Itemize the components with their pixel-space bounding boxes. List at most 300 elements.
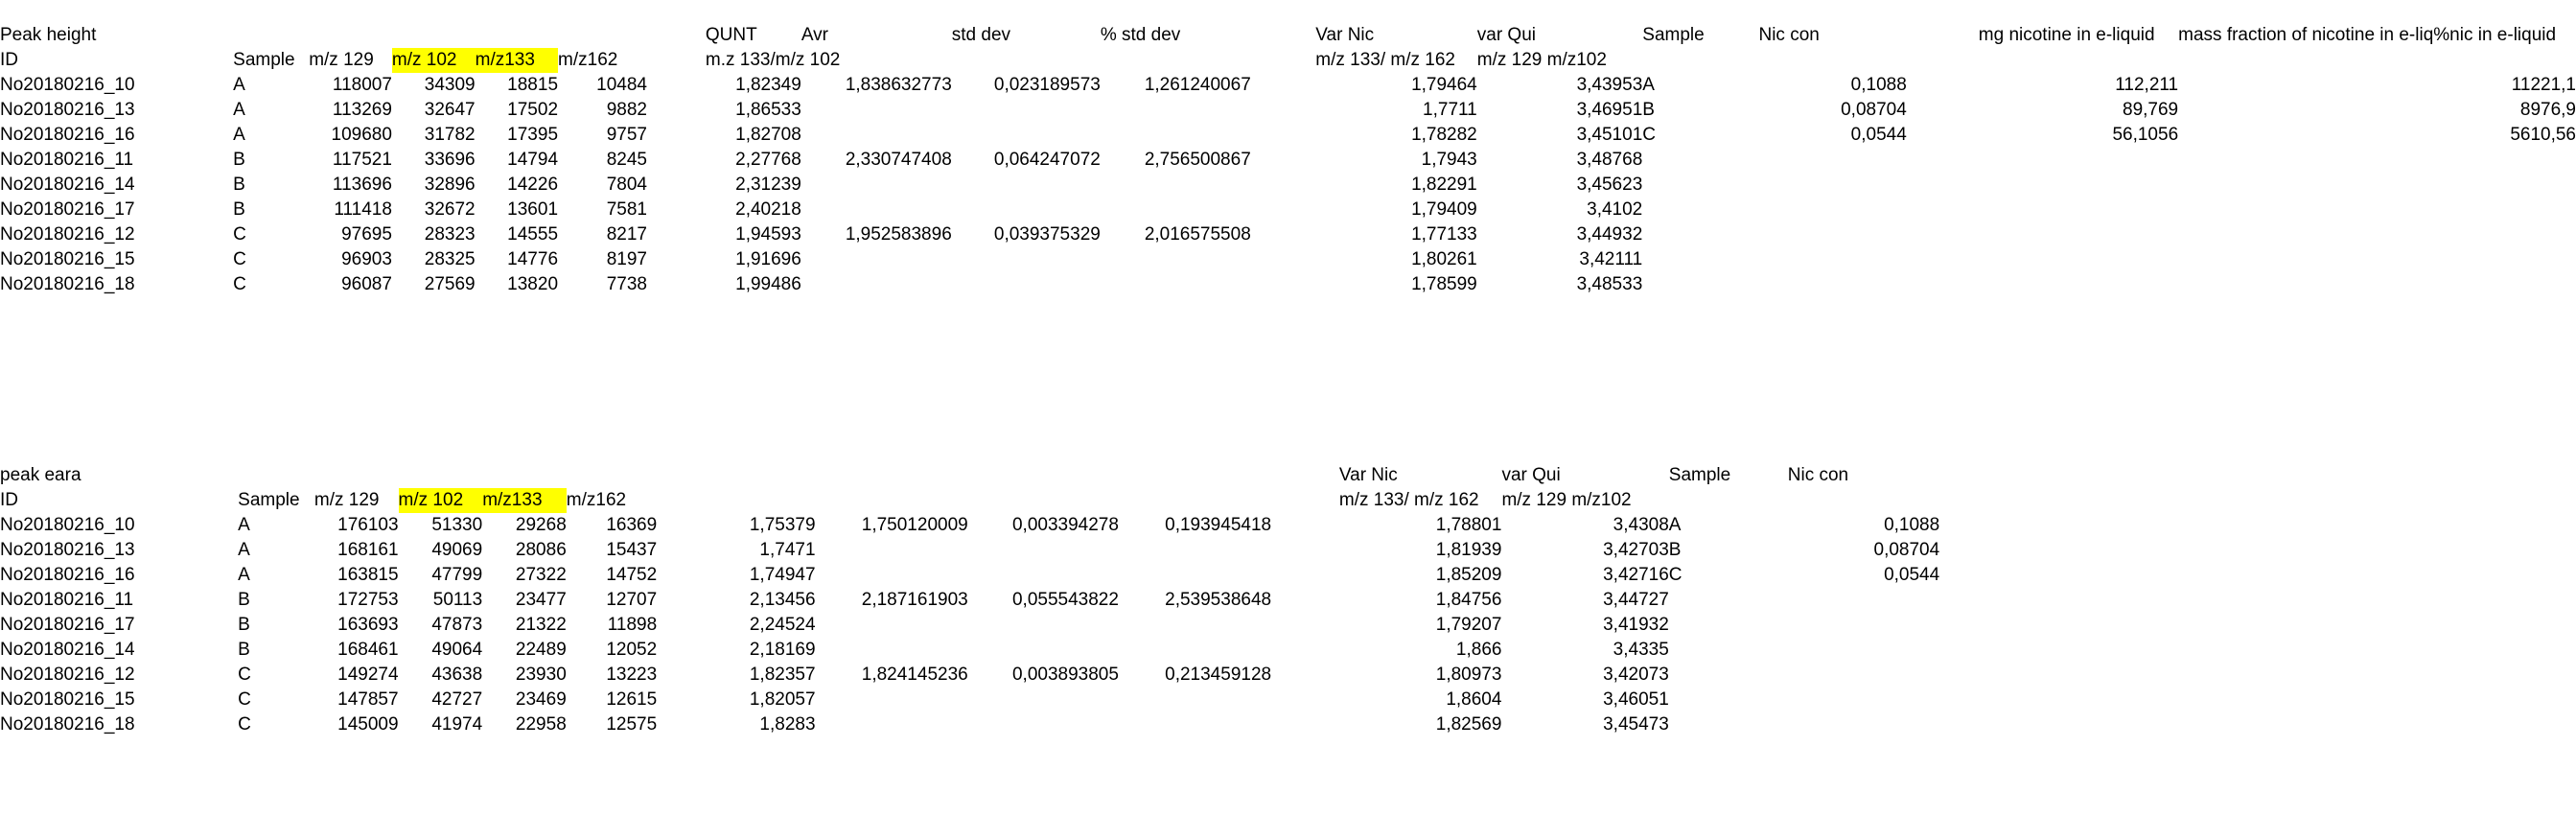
cell-avr <box>801 272 952 297</box>
cell-sample: B <box>233 175 245 195</box>
cell-sample: A <box>233 100 245 120</box>
cell-sample: A <box>238 540 250 560</box>
cell-mg-nicotine: 89,769 <box>2123 100 2179 120</box>
cell-pct-std-dev <box>1119 613 1271 638</box>
cell-var-qui: 3,45623 <box>1576 175 1643 195</box>
table-row <box>0 198 2576 222</box>
cell-mz133: 29268 <box>515 515 567 535</box>
header-qunt: QUNT <box>705 25 757 45</box>
header-mz102: m/z 102 <box>399 488 483 513</box>
cell-var-qui: 3,41932 <box>1603 615 1669 635</box>
cell-var-qui: 3,45101 <box>1576 125 1643 145</box>
cell-mz133: 14226 <box>507 175 559 195</box>
header-mg-nicotine: mg nicotine in e-liquid <box>1978 25 2155 45</box>
peak-area-table <box>0 463 2576 737</box>
header-var-qui-formula: m/z 129 m/z102 <box>1501 490 1632 510</box>
cell-qunt: 2,18169 <box>749 640 816 660</box>
cell-side-sample: A <box>1642 75 1655 95</box>
cell-qunt: 1,86533 <box>735 100 801 120</box>
peak-height-table <box>0 23 2576 297</box>
cell-pct-std-dev <box>1119 712 1271 737</box>
cell-mz129: 172753 <box>337 590 399 610</box>
cell-mz102: 28323 <box>424 224 476 245</box>
cell-sample: B <box>238 640 250 660</box>
cell-std-dev <box>952 123 1101 148</box>
cell-pct-std-dev <box>1101 272 1251 297</box>
cell-mz102: 51330 <box>431 515 483 535</box>
cell-mz102: 49069 <box>431 540 483 560</box>
cell-sample: C <box>238 714 251 735</box>
cell-qunt: 2,27768 <box>735 150 801 170</box>
cell-mz133: 23477 <box>515 590 567 610</box>
cell-mz129: 96087 <box>341 274 392 294</box>
header-mz162: m/z162 <box>566 490 627 510</box>
cell-id: No20180216_16 <box>0 125 135 145</box>
cell-mz102: 32896 <box>424 175 476 195</box>
header-var-nic-formula: m/z 133/ m/z 162 <box>1338 490 1479 510</box>
data-block-peak-height <box>0 23 2576 297</box>
table-row <box>0 513 2576 538</box>
table-header-top-row <box>0 23 2576 48</box>
header-std-dev: std dev <box>951 25 1011 45</box>
cell-id: No20180216_13 <box>0 540 135 560</box>
cell-mz162: 12575 <box>606 714 658 735</box>
cell-id: No20180216_11 <box>0 150 134 170</box>
cell-var-nic: 1,8604 <box>1446 689 1502 710</box>
cell-var-qui: 3,44932 <box>1576 224 1643 245</box>
cell-mz102: 47873 <box>431 615 483 635</box>
cell-id: No20180216_12 <box>0 224 135 245</box>
cell-mz129: 96903 <box>341 249 392 269</box>
cell-id: No20180216_11 <box>0 590 134 610</box>
header-mz129: m/z 129 <box>313 490 380 510</box>
cell-side-sample: B <box>1642 100 1655 120</box>
cell-var-qui: 3,48533 <box>1576 274 1643 294</box>
cell-qunt: 1,8283 <box>759 714 816 735</box>
header-mz129: m/z 129 <box>309 50 374 70</box>
cell-mz133: 23930 <box>515 665 567 685</box>
cell-pct-std-dev <box>1119 538 1271 563</box>
cell-mz102: 47799 <box>431 565 483 585</box>
cell-std-dev: 0,023189573 <box>993 75 1101 95</box>
cell-pct-std-dev <box>1101 198 1251 222</box>
cell-mz102: 33696 <box>424 150 476 170</box>
cell-side-sample: C <box>1668 565 1683 585</box>
cell-sample: C <box>233 224 246 245</box>
cell-pct-nic: 8976,9 <box>2519 100 2576 120</box>
cell-std-dev <box>968 712 1119 737</box>
cell-mz133: 21322 <box>515 615 567 635</box>
cell-mz162: 7581 <box>606 199 647 220</box>
cell-id: No20180216_17 <box>0 199 135 220</box>
cell-avr <box>801 123 952 148</box>
cell-id: No20180216_15 <box>0 249 135 269</box>
cell-mz162: 15437 <box>606 540 658 560</box>
cell-mz102: 42727 <box>431 689 483 710</box>
cell-mz162: 8217 <box>606 224 647 245</box>
cell-id: No20180216_18 <box>0 274 135 294</box>
cell-pct-std-dev: 2,756500867 <box>1144 150 1251 170</box>
cell-mz133: 18815 <box>507 75 559 95</box>
cell-mz162: 11898 <box>607 615 658 635</box>
cell-qunt: 2,40218 <box>735 199 801 220</box>
cell-std-dev <box>952 173 1101 198</box>
header-var-nic: Var Nic <box>1315 25 1375 45</box>
cell-mz162: 16369 <box>606 515 658 535</box>
cell-mass-fraction <box>2178 123 2433 148</box>
cell-avr: 1,952583896 <box>845 224 952 245</box>
cell-mz129: 163693 <box>337 615 399 635</box>
cell-mz133: 14776 <box>507 249 559 269</box>
cell-id: No20180216_17 <box>0 615 135 635</box>
cell-id: No20180216_18 <box>0 714 135 735</box>
cell-pct-std-dev <box>1119 563 1271 588</box>
header-avr: Avr <box>801 25 828 45</box>
cell-mz133: 14794 <box>507 150 559 170</box>
cell-id: No20180216_15 <box>0 689 135 710</box>
header-side-sample: Sample <box>1642 25 1705 45</box>
cell-nic-con: 0,0544 <box>1884 565 1940 585</box>
header-pct-std-dev <box>1119 463 1271 488</box>
table-row <box>0 73 2576 98</box>
cell-nic-con: 0,1088 <box>1850 75 1907 95</box>
cell-nic-con: 0,08704 <box>1873 540 1940 560</box>
cell-sample: A <box>233 75 245 95</box>
header-sample: Sample <box>233 50 295 70</box>
cell-var-qui: 3,43953 <box>1576 75 1643 95</box>
cell-id: No20180216_14 <box>0 640 135 660</box>
cell-mz129: 113269 <box>332 100 392 120</box>
cell-nic-con: 0,08704 <box>1841 100 1907 120</box>
cell-std-dev <box>968 638 1119 663</box>
cell-mz162: 12052 <box>606 640 658 660</box>
data-block-peak-area <box>0 463 2576 737</box>
cell-id: No20180216_13 <box>0 100 135 120</box>
cell-std-dev <box>968 613 1119 638</box>
cell-qunt: 1,82708 <box>735 125 801 145</box>
header-mz162: m/z162 <box>558 50 618 70</box>
cell-pct-nic: 5610,56 <box>2510 125 2576 145</box>
cell-mz162: 12707 <box>606 590 658 610</box>
cell-id: No20180216_10 <box>0 515 135 535</box>
cell-mz162: 7738 <box>606 274 647 294</box>
cell-std-dev: 0,064247072 <box>993 150 1101 170</box>
cell-mz129: 109680 <box>331 125 392 145</box>
header-var-nic: Var Nic <box>1338 465 1398 485</box>
cell-mz162: 10484 <box>596 75 647 95</box>
header-pct-std-dev: % std dev <box>1100 25 1181 45</box>
cell-qunt: 2,13456 <box>749 590 816 610</box>
cell-mz162: 14752 <box>606 565 658 585</box>
cell-pct-std-dev: 0,213459128 <box>1165 665 1272 685</box>
cell-var-nic: 1,82291 <box>1411 175 1477 195</box>
header-nic-con: Nic con <box>1758 25 1820 45</box>
table-row <box>0 588 2576 613</box>
cell-pct-std-dev <box>1101 247 1251 272</box>
cell-sample: C <box>238 689 251 710</box>
cell-var-nic: 1,80973 <box>1435 665 1502 685</box>
cell-mz129: 113696 <box>332 175 392 195</box>
cell-mz102: 31782 <box>424 125 476 145</box>
header-std-dev <box>968 463 1119 488</box>
cell-sample: B <box>238 590 250 610</box>
cell-mass-fraction <box>2178 98 2433 123</box>
cell-mz162: 12615 <box>606 689 658 710</box>
cell-sample: A <box>238 565 250 585</box>
header-var-qui: var Qui <box>1476 25 1536 45</box>
cell-avr: 1,750120009 <box>861 515 968 535</box>
cell-mz129: 176103 <box>337 515 399 535</box>
cell-var-qui: 3,48768 <box>1576 150 1643 170</box>
header-pct-nic: %nic in e-liquid <box>2433 25 2557 45</box>
cell-qunt: 1,94593 <box>735 224 801 245</box>
cell-mz102: 27569 <box>424 274 476 294</box>
cell-mz102: 41974 <box>431 714 483 735</box>
cell-sample: B <box>233 150 245 170</box>
cell-var-nic: 1,79207 <box>1435 615 1502 635</box>
block-title: Peak height <box>0 25 97 45</box>
cell-mz102: 32647 <box>424 100 476 120</box>
table-header-top-row <box>0 463 2576 488</box>
table-row <box>0 148 2576 173</box>
header-mz102: m/z 102 <box>392 48 476 73</box>
table-row <box>0 688 2576 712</box>
cell-pct-std-dev: 1,261240067 <box>1144 75 1251 95</box>
cell-mz129: 111418 <box>334 199 392 220</box>
cell-avr <box>816 563 968 588</box>
cell-std-dev: 0,003893805 <box>1011 665 1119 685</box>
cell-var-nic: 1,81939 <box>1435 540 1502 560</box>
table-row <box>0 712 2576 737</box>
cell-pct-std-dev <box>1119 688 1271 712</box>
cell-qunt: 1,75379 <box>749 515 816 535</box>
table-row <box>0 563 2576 588</box>
cell-mg-nicotine: 56,1056 <box>2112 125 2179 145</box>
cell-mz133: 13601 <box>507 199 559 220</box>
table-row <box>0 247 2576 272</box>
cell-nic-con: 0,0544 <box>1850 125 1907 145</box>
cell-std-dev <box>968 688 1119 712</box>
cell-var-qui: 3,44727 <box>1603 590 1669 610</box>
cell-mz133: 22958 <box>515 714 567 735</box>
table-row <box>0 123 2576 148</box>
cell-var-qui: 3,46951 <box>1576 100 1643 120</box>
cell-avr <box>816 712 968 737</box>
cell-sample: C <box>238 665 251 685</box>
cell-mz133: 14555 <box>507 224 559 245</box>
cell-avr: 1,824145236 <box>861 665 968 685</box>
cell-qunt: 1,99486 <box>735 274 801 294</box>
cell-mz102: 28325 <box>424 249 476 269</box>
cell-qunt: 1,7471 <box>759 540 816 560</box>
cell-var-nic: 1,7711 <box>1423 100 1477 120</box>
cell-avr: 1,838632773 <box>845 75 952 95</box>
cell-std-dev <box>952 98 1101 123</box>
cell-mz162: 8197 <box>606 249 647 269</box>
table-row <box>0 222 2576 247</box>
cell-mz162: 7804 <box>606 175 647 195</box>
cell-var-nic: 1,79464 <box>1411 75 1477 95</box>
table-row <box>0 613 2576 638</box>
cell-mz162: 8245 <box>606 150 647 170</box>
cell-var-nic: 1,78801 <box>1435 515 1502 535</box>
table-header-row <box>0 488 2576 513</box>
cell-var-nic: 1,77133 <box>1411 224 1477 245</box>
cell-mass-fraction <box>2178 73 2433 98</box>
cell-pct-std-dev <box>1101 123 1251 148</box>
cell-avr <box>801 98 952 123</box>
cell-avr <box>816 538 968 563</box>
header-qunt-formula: m.z 133/m/z 102 <box>705 50 841 70</box>
cell-qunt: 1,74947 <box>749 565 816 585</box>
table-row <box>0 638 2576 663</box>
cell-var-nic: 1,7943 <box>1421 150 1477 170</box>
cell-mz129: 168461 <box>337 640 399 660</box>
cell-mg-nicotine: 112,211 <box>2115 75 2179 95</box>
cell-pct-nic: 11221,1 <box>2511 75 2576 95</box>
cell-pct-std-dev <box>1101 173 1251 198</box>
table-row <box>0 272 2576 297</box>
cell-mz129: 145009 <box>337 714 399 735</box>
cell-std-dev <box>952 198 1101 222</box>
cell-mz129: 97695 <box>341 224 392 245</box>
cell-avr <box>801 198 952 222</box>
cell-std-dev: 0,003394278 <box>1011 515 1119 535</box>
cell-mz133: 13820 <box>507 274 559 294</box>
cell-sample: C <box>233 249 246 269</box>
cell-var-qui: 3,42073 <box>1603 665 1669 685</box>
cell-side-sample: C <box>1642 125 1656 145</box>
cell-pct-std-dev: 2,539538648 <box>1165 590 1272 610</box>
cell-id: No20180216_14 <box>0 175 135 195</box>
cell-var-qui: 3,42111 <box>1579 249 1643 269</box>
cell-sample: B <box>238 615 250 635</box>
cell-pct-std-dev: 2,016575508 <box>1144 224 1251 245</box>
cell-qunt: 1,82057 <box>749 689 816 710</box>
cell-id: No20180216_16 <box>0 565 135 585</box>
cell-avr <box>816 613 968 638</box>
header-sample: Sample <box>238 490 300 510</box>
cell-mz129: 163815 <box>337 565 399 585</box>
cell-qunt: 2,24524 <box>749 615 816 635</box>
cell-side-sample: A <box>1668 515 1682 535</box>
cell-nic-con: 0,1088 <box>1884 515 1940 535</box>
cell-mz102: 49064 <box>431 640 483 660</box>
cell-sample: A <box>238 515 250 535</box>
cell-mz102: 32672 <box>424 199 476 220</box>
cell-avr: 2,187161903 <box>861 590 968 610</box>
cell-var-nic: 1,85209 <box>1435 565 1502 585</box>
cell-std-dev <box>968 563 1119 588</box>
cell-mz133: 17395 <box>507 125 559 145</box>
cell-var-qui: 3,46051 <box>1603 689 1669 710</box>
cell-side-sample: B <box>1668 540 1682 560</box>
header-mass-fraction: mass fraction of nicotine in e-liq <box>2178 25 2434 45</box>
cell-var-qui: 3,4335 <box>1613 640 1669 660</box>
header-qunt <box>718 463 815 488</box>
header-side-sample: Sample <box>1668 465 1731 485</box>
cell-var-qui: 3,45473 <box>1603 714 1669 735</box>
cell-mz129: 149274 <box>337 665 399 685</box>
cell-var-qui: 3,4308 <box>1613 515 1669 535</box>
cell-var-qui: 3,42716 <box>1603 565 1669 585</box>
block-title: peak eara <box>0 465 81 485</box>
table-row <box>0 538 2576 563</box>
cell-std-dev: 0,055543822 <box>1011 590 1119 610</box>
cell-sample: B <box>233 199 245 220</box>
cell-qunt: 2,31239 <box>735 175 801 195</box>
cell-std-dev <box>968 538 1119 563</box>
cell-avr <box>816 638 968 663</box>
cell-pct-std-dev: 0,193945418 <box>1165 515 1272 535</box>
cell-qunt: 1,82349 <box>735 75 801 95</box>
cell-mz162: 9882 <box>606 100 647 120</box>
cell-mz102: 43638 <box>431 665 483 685</box>
cell-var-qui: 3,4102 <box>1587 199 1643 220</box>
cell-std-dev: 0,039375329 <box>993 224 1101 245</box>
table-row <box>0 663 2576 688</box>
cell-avr <box>801 173 952 198</box>
cell-qunt: 1,82357 <box>749 665 816 685</box>
header-var-qui-formula: m/z 129 m/z102 <box>1476 50 1607 70</box>
cell-var-nic: 1,78282 <box>1411 125 1477 145</box>
cell-var-nic: 1,78599 <box>1411 274 1477 294</box>
header-qunt-formula <box>718 488 968 513</box>
cell-mz102: 50113 <box>432 590 483 610</box>
header-mz133: m/z133 <box>482 488 567 513</box>
table-row <box>0 98 2576 123</box>
cell-std-dev <box>952 247 1101 272</box>
cell-sample: C <box>233 274 246 294</box>
table-header-row <box>0 48 2576 73</box>
cell-mz129: 118007 <box>332 75 392 95</box>
cell-var-nic: 1,79409 <box>1411 199 1477 220</box>
header-nic-con: Nic con <box>1787 465 1849 485</box>
header-id: ID <box>0 490 18 510</box>
cell-sample: A <box>233 125 245 145</box>
cell-mz133: 27322 <box>515 565 567 585</box>
cell-avr: 2,330747408 <box>845 150 952 170</box>
cell-var-nic: 1,82569 <box>1435 714 1502 735</box>
cell-qunt: 1,91696 <box>735 249 801 269</box>
cell-pct-std-dev <box>1101 98 1251 123</box>
cell-var-nic: 1,866 <box>1455 640 1502 660</box>
cell-mz129: 147857 <box>337 689 399 710</box>
cell-var-nic: 1,84756 <box>1435 590 1502 610</box>
table-row <box>0 173 2576 198</box>
cell-avr <box>801 247 952 272</box>
cell-var-qui: 3,42703 <box>1603 540 1669 560</box>
cell-mz133: 28086 <box>515 540 567 560</box>
header-avr <box>816 463 968 488</box>
cell-std-dev <box>952 272 1101 297</box>
cell-mz133: 22489 <box>515 640 567 660</box>
cell-avr <box>816 688 968 712</box>
header-id: ID <box>0 50 18 70</box>
cell-mz133: 23469 <box>515 689 567 710</box>
header-var-nic-formula: m/z 133/ m/z 162 <box>1315 50 1455 70</box>
cell-mz133: 17502 <box>507 100 559 120</box>
cell-mz129: 117521 <box>332 150 392 170</box>
cell-id: No20180216_10 <box>0 75 135 95</box>
cell-mz129: 168161 <box>337 540 399 560</box>
cell-mz162: 9757 <box>606 125 647 145</box>
cell-id: No20180216_12 <box>0 665 135 685</box>
cell-pct-std-dev <box>1119 638 1271 663</box>
header-var-qui: var Qui <box>1501 465 1561 485</box>
header-mz133: m/z133 <box>476 48 558 73</box>
cell-mz162: 13223 <box>606 665 658 685</box>
